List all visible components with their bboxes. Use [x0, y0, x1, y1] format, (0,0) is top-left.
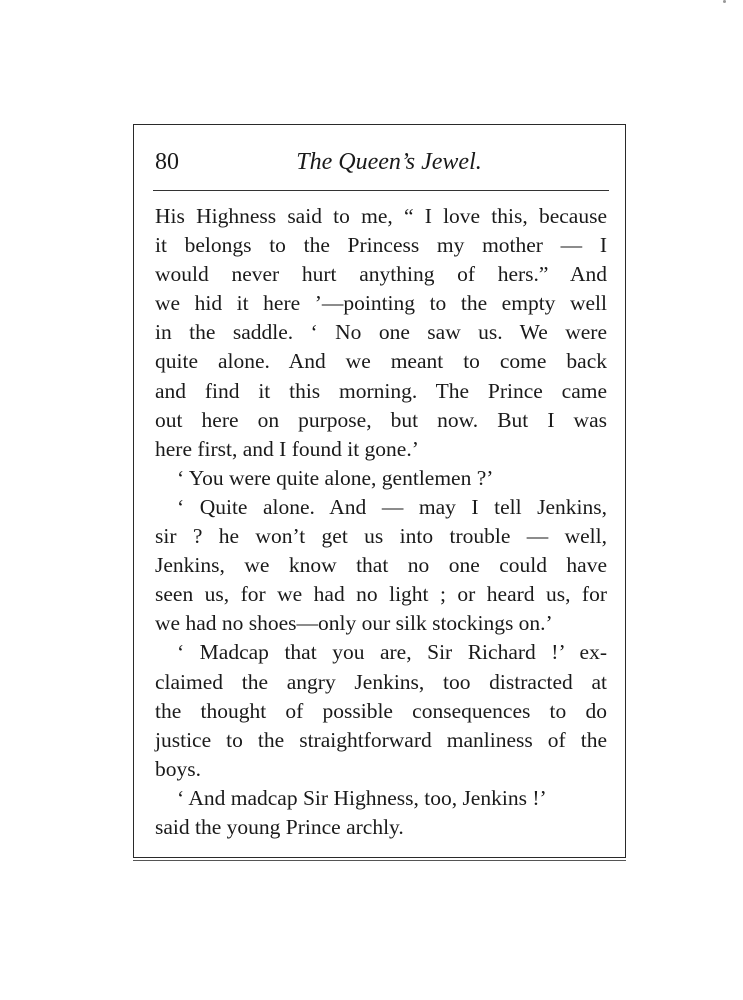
text-line: it belongs to the Princess my mother — I	[155, 233, 607, 258]
text-line: ‘ And madcap Sir Highness, too, Jenkins !’	[177, 785, 547, 810]
text-line: in the saddle. ‘ No one saw us. We were	[155, 320, 607, 345]
text-line: sir ? he won’t get us into trouble — well,	[155, 524, 607, 549]
text-line: ‘ You were quite alone, gentlemen ?’	[177, 465, 494, 490]
text-line: claimed the angry Jenkins, too distracted at	[155, 669, 607, 694]
running-title: The Queen’s Jewel.	[296, 149, 482, 175]
text-line: the thought of possible consequences to do	[155, 698, 607, 723]
page-number: 80	[155, 149, 179, 175]
text-line: His Highness said to me, “ I love this, because	[155, 204, 607, 228]
text-line: quite alone. And we meant to come back	[155, 349, 607, 374]
text-line: justice to the straightforward manliness of the	[155, 727, 607, 752]
text-line: ‘ Quite alone. And — may I tell Jenkins,	[177, 494, 607, 519]
text-line: we hid it here ’—pointing to the empty well	[155, 291, 607, 316]
text-line: Jenkins, we know that no one could have	[155, 553, 607, 578]
header-rule	[153, 190, 609, 191]
running-head	[155, 147, 607, 187]
text-line: here first, and I found it gone.’	[155, 436, 419, 461]
stray-ink-mark	[723, 0, 726, 3]
text-line: would never hurt anything of hers.” And	[155, 262, 607, 287]
text-line: seen us, for we had no light ; or heard us, for	[155, 582, 607, 607]
text-line: we had no shoes—only our silk stockings on.’	[155, 611, 553, 636]
text-line: said the young Prince archly.	[155, 814, 404, 839]
text-line: ‘ Madcap that you are, Sir Richard !’ ex-	[177, 640, 607, 665]
text-line: and find it this morning. The Prince came	[155, 378, 607, 403]
body-text	[155, 202, 607, 842]
text-line: boys.	[155, 756, 201, 781]
text-line: out here on purpose, but now. But I was	[155, 407, 607, 432]
